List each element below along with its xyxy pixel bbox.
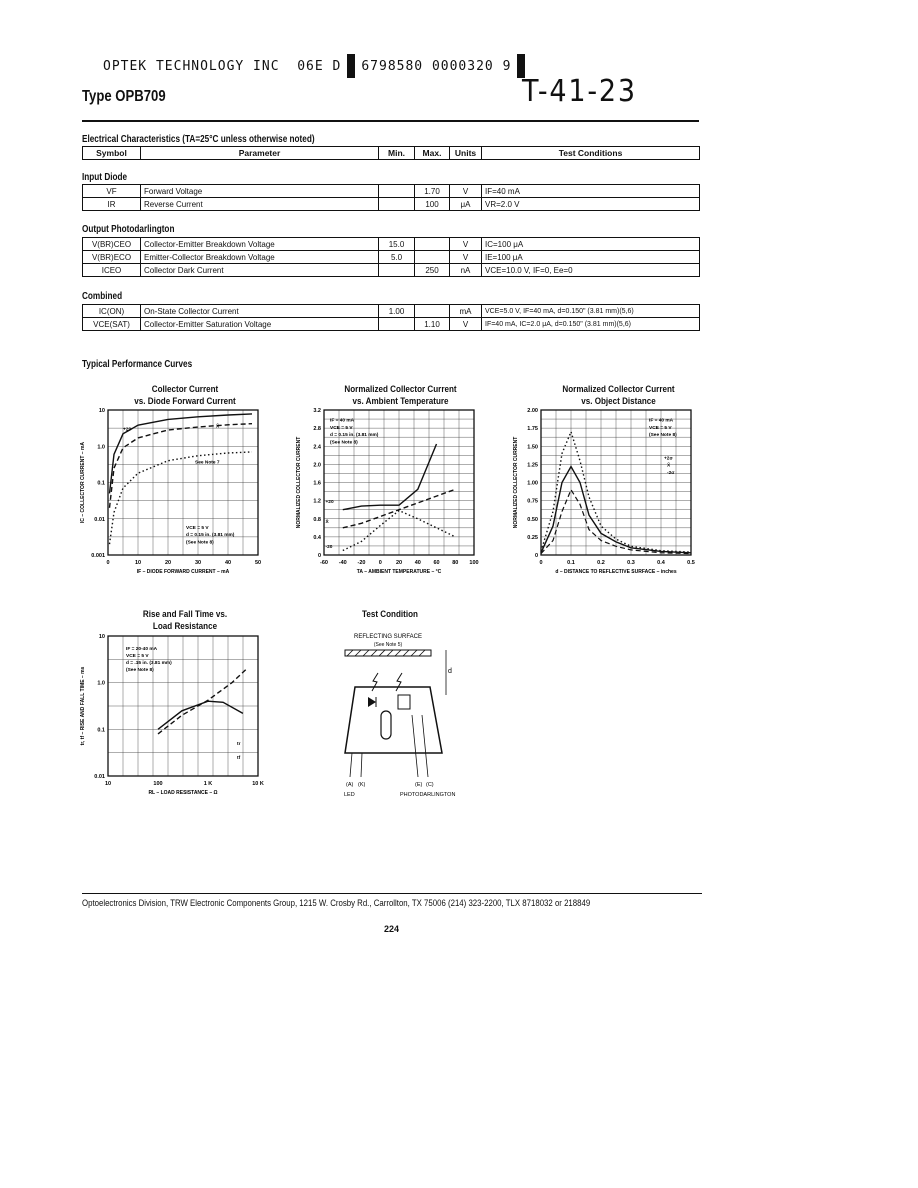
- cell-symbol: IR: [83, 198, 141, 211]
- y-tick-label: 1.50: [527, 444, 538, 451]
- x-tick-label: 20: [395, 560, 403, 566]
- cell-param: Forward Voltage: [141, 185, 379, 198]
- chart-annotation: +2σ: [664, 456, 673, 462]
- page-number: 224: [384, 924, 400, 934]
- y-tick-label: 1.25: [527, 462, 538, 469]
- cell-param: Collector-Emitter Saturation Voltage: [141, 318, 379, 331]
- chart-annotation: VCE = 5 V: [649, 425, 672, 431]
- cell-cond: VCE=5.0 V, IF=40 mA, d=0.150" (3.81 mm)(5,6): [482, 305, 700, 318]
- col-max: Max.: [415, 147, 450, 160]
- table-row: [83, 318, 700, 331]
- y-tick-label: 10: [98, 634, 105, 640]
- y-tick-label: 1.75: [527, 426, 538, 433]
- chart-annotation: (See Note 8): [330, 440, 358, 446]
- y-tick-label: 1.2: [313, 498, 321, 505]
- cell-symbol: VCE(SAT): [83, 318, 141, 331]
- cell-symbol: ICEO: [83, 264, 141, 277]
- cell-units: V: [450, 185, 482, 198]
- combined-heading: Combined: [82, 291, 123, 302]
- chart5-title: [339, 609, 441, 621]
- chart2-title-line2: vs. Ambient Temperature: [352, 396, 449, 407]
- page-title: Type OPB709: [82, 88, 166, 105]
- table-row: [83, 238, 700, 251]
- elec-heading: Electrical Characteristics (TA=25°C unless otherwise noted): [82, 134, 315, 145]
- cell-min: [379, 185, 415, 198]
- y-tick-label: 0.50: [527, 516, 538, 523]
- chart-annotation: d = 0.15 in. (3.81 mm): [330, 433, 379, 439]
- cell-symbol: V(BR)ECO: [83, 251, 141, 264]
- chart4-title-line2: Load Resistance: [152, 621, 218, 632]
- lead-c: [422, 715, 428, 777]
- chart-rise-fall-time: [72, 628, 272, 813]
- chart-annotation: +20: [325, 499, 334, 505]
- x-tick-label: 10 K: [252, 781, 264, 787]
- cell-max: 100: [415, 198, 450, 211]
- cell-param: Collector Dark Current: [141, 264, 379, 277]
- chart-annotation: d = .15 in. (3.81 mm): [126, 661, 172, 666]
- perf-heading: Typical Performance Curves: [82, 359, 193, 370]
- photodarlington-symbol-icon: [398, 695, 410, 709]
- y-axis-label: NORMALIZED COLLECTOR CURRENT: [296, 436, 302, 529]
- cell-max: 1.70: [415, 185, 450, 198]
- x-tick-label: 80: [452, 560, 459, 566]
- cell-symbol: V(BR)CEO: [83, 238, 141, 251]
- x-tick-label: 20: [164, 560, 172, 566]
- cell-cond: IF=40 mA, IC=2.0 μA, d=0.150" (3.81 mm)(5,6): [482, 318, 700, 331]
- y-tick-label: 2.0: [313, 462, 321, 469]
- y-tick-label: 0.8: [313, 516, 321, 523]
- lead-k: [361, 753, 362, 777]
- company-name: OPTEK TECHNOLOGY INC: [103, 58, 280, 74]
- distance-label: d: [448, 668, 452, 675]
- chart-annotation: X̄: [325, 520, 329, 526]
- chart2-title-line1: Normalized Collector Current: [344, 384, 457, 395]
- cell-param: Collector-Emitter Breakdown Voltage: [141, 238, 379, 251]
- cell-units: μA: [450, 198, 482, 211]
- col-parameter: Parameter: [141, 147, 379, 160]
- sensor-housing: [345, 687, 442, 753]
- col-test-conditions: Test Conditions: [482, 147, 700, 160]
- y-tick-label: 1.0: [97, 444, 105, 451]
- y-tick-label: 3.2: [313, 408, 321, 414]
- cell-min: 5.0: [379, 251, 415, 264]
- chart-annotation: See Note 7: [195, 460, 220, 466]
- y-axis-label: IC – COLLECTOR CURRENT – mA: [80, 441, 86, 524]
- cell-symbol: IC(ON): [83, 305, 141, 318]
- handwritten-annotation: T-41-23: [522, 74, 637, 109]
- x-axis-label: RL – LOAD RESISTANCE – Ω: [148, 790, 218, 796]
- chart-annotation: (See Note 8): [186, 540, 214, 546]
- x-tick-label: 10: [104, 781, 112, 787]
- lead-e: [412, 715, 418, 777]
- cell-cond: VR=2.0 V: [482, 198, 700, 211]
- emitted-light-icon: [372, 673, 378, 691]
- chart-norm-current-vs-temperature: [288, 400, 488, 590]
- pin-c-label: (C): [426, 782, 434, 788]
- chart-annotation: IF = 20-40 mA: [126, 647, 158, 652]
- chart-collector-vs-forward-current: [72, 400, 272, 590]
- series-line: [110, 452, 253, 544]
- cell-cond: IC=100 μA: [482, 238, 700, 251]
- series-line: [110, 414, 253, 494]
- x-tick-label: 40: [224, 560, 232, 566]
- chart-annotation: tf: [237, 756, 241, 762]
- y-tick-label: 1.6: [313, 480, 321, 487]
- cell-cond: IE=100 μA: [482, 251, 700, 264]
- x-tick-label: 0.5: [687, 560, 695, 566]
- y-tick-label: 0: [317, 553, 321, 559]
- cell-min: [379, 318, 415, 331]
- chart-annotation: (See Note 8): [649, 433, 677, 439]
- output-heading: Output Photodarlington: [82, 224, 175, 235]
- x-tick-label: 0: [378, 560, 382, 566]
- chart5-title-line1: Test Condition: [362, 609, 418, 620]
- x-tick-label: 40: [414, 560, 421, 566]
- cell-max: [415, 305, 450, 318]
- cell-min: 15.0: [379, 238, 415, 251]
- cell-cond: VCE=10.0 V, IF=0, Ee=0: [482, 264, 700, 277]
- housing-slot: [381, 711, 391, 739]
- cell-units: V: [450, 318, 482, 331]
- combined-table: [82, 304, 700, 331]
- y-axis-label: NORMALIZED COLLECTOR CURRENT: [513, 436, 519, 529]
- x-axis-label: IF – DIODE FORWARD CURRENT – mA: [136, 569, 230, 575]
- title-rule: [82, 120, 699, 122]
- table-row: [83, 185, 700, 198]
- series-line: [110, 424, 253, 508]
- x-tick-label: 0.4: [657, 560, 665, 566]
- x-axis-label: d – DISTANCE TO REFLECTIVE SURFACE – inches: [555, 569, 677, 575]
- y-tick-label: 0.25: [527, 534, 538, 541]
- cell-units: V: [450, 238, 482, 251]
- x-tick-label: 30: [194, 560, 202, 566]
- x-tick-label: 60: [433, 560, 440, 566]
- chart-annotation: +20: [123, 427, 132, 433]
- table-row: [83, 251, 700, 264]
- x-tick-label: 1 K: [203, 781, 213, 787]
- x-tick-label: 0.1: [567, 560, 575, 566]
- y-tick-label: 0.001: [91, 553, 105, 559]
- header-code: 06E D: [297, 58, 342, 74]
- pin-e-label: (E): [415, 782, 423, 788]
- pin-k-label: (K): [358, 782, 366, 788]
- x-axis-label: TA – AMBIENT TEMPERATURE – °C: [356, 569, 442, 575]
- cell-units: nA: [450, 264, 482, 277]
- pin-a-label: (A): [346, 782, 354, 788]
- col-units: Units: [450, 147, 482, 160]
- y-tick-label: 0.1: [97, 480, 105, 487]
- chart-annotation: VCE = 5 V: [330, 425, 353, 431]
- x-tick-label: -20: [357, 560, 366, 566]
- cell-cond: IF=40 mA: [482, 185, 700, 198]
- cell-units: mA: [450, 305, 482, 318]
- y-tick-label: 0: [534, 553, 538, 559]
- x-tick-label: -60: [320, 560, 328, 566]
- elec-header-table: [82, 146, 700, 160]
- chart-annotation: VCE = 5 V: [186, 525, 209, 531]
- output-table: [82, 237, 700, 277]
- chart1-title-line1: Collector Current: [151, 384, 219, 395]
- chart4-title-line1: Rise and Fall Time vs.: [142, 609, 228, 620]
- input-diode-table: [82, 184, 700, 211]
- chart-annotation: X̄: [216, 424, 220, 430]
- cell-param: Reverse Current: [141, 198, 379, 211]
- y-tick-label: 0.01: [94, 774, 105, 780]
- y-tick-label: 10: [98, 408, 105, 414]
- y-axis-label: tr, tf – RISE AND FALL TIME – ms: [80, 666, 86, 746]
- chart-annotation: IF = 40 mA: [649, 418, 674, 424]
- barcode-mark: [347, 54, 355, 78]
- surface-hatch: [347, 650, 425, 656]
- chart-annotation: d = 0.15 in. (3.81 mm): [186, 533, 235, 539]
- cell-max: 1.10: [415, 318, 450, 331]
- test-condition-diagram: [310, 625, 480, 800]
- x-tick-label: 100: [469, 560, 479, 566]
- x-tick-label: 100: [153, 781, 163, 787]
- table-row: [83, 305, 700, 318]
- led-symbol-icon: [368, 697, 376, 707]
- reflected-light-icon: [396, 673, 402, 691]
- cell-max: 250: [415, 264, 450, 277]
- x-tick-label: -40: [338, 560, 347, 566]
- x-tick-label: 0.3: [627, 560, 635, 566]
- y-tick-label: 2.00: [527, 408, 538, 414]
- reflecting-note-label: (See Note 5): [373, 642, 403, 648]
- header-batch: 6798580 0000320 9: [361, 58, 512, 74]
- chart-annotation: IF = 40 mA: [330, 418, 355, 424]
- col-symbol: Symbol: [83, 147, 141, 160]
- chart1-title-line2: vs. Diode Forward Current: [134, 396, 236, 407]
- cell-units: V: [450, 251, 482, 264]
- footer-address: Optoelectronics Division, TRW Electronic Components Group, 1215 W. Crosby Rd., Carrollton, TX 75006 (214) 323-2200, TLX 8718032 or 218849: [82, 898, 591, 908]
- chart-annotation: -2σ: [667, 470, 675, 476]
- y-tick-label: 1.00: [527, 480, 538, 487]
- cell-min: [379, 198, 415, 211]
- y-tick-label: 0.01: [94, 516, 105, 523]
- lead-a: [350, 753, 352, 777]
- chart-annotation: -20: [325, 544, 333, 550]
- y-tick-label: 0.75: [527, 498, 538, 505]
- chart-annotation: tr: [237, 742, 241, 748]
- x-tick-label: 50: [254, 560, 262, 566]
- reflecting-surface-label: REFLECTING SURFACE: [353, 634, 423, 640]
- x-tick-label: 0.2: [597, 560, 605, 566]
- cell-symbol: VF: [83, 185, 141, 198]
- chart3-title-line1: Normalized Collector Current: [562, 384, 675, 395]
- y-tick-label: 0.4: [313, 534, 321, 541]
- y-tick-label: 1.0: [97, 680, 105, 687]
- table-row: [83, 264, 700, 277]
- document-header: [103, 54, 531, 78]
- led-label: LED: [344, 792, 355, 798]
- x-tick-label: 0: [539, 560, 543, 566]
- cell-min: [379, 264, 415, 277]
- footer-rule: [82, 893, 702, 894]
- table-row: [83, 198, 700, 211]
- photodarlington-label: PHOTODARLINGTON: [400, 792, 456, 798]
- chart-annotation: VCE = 5 V: [126, 654, 149, 659]
- chart3-title-line2: vs. Object Distance: [581, 396, 656, 407]
- cell-param: On-State Collector Current: [141, 305, 379, 318]
- cell-max: [415, 238, 450, 251]
- y-tick-label: 0.1: [97, 727, 105, 734]
- col-min: Min.: [379, 147, 415, 160]
- y-tick-label: 2.8: [313, 426, 321, 433]
- input-diode-heading: Input Diode: [82, 172, 128, 183]
- cell-max: [415, 251, 450, 264]
- chart-annotation: (See Note 8): [126, 668, 154, 673]
- chart-norm-current-vs-distance: [505, 400, 705, 590]
- cell-min: 1.00: [379, 305, 415, 318]
- x-tick-label: 0: [106, 560, 110, 566]
- series-line: [158, 701, 243, 729]
- series-line: [343, 444, 437, 510]
- cell-param: Emitter-Collector Breakdown Voltage: [141, 251, 379, 264]
- y-tick-label: 2.4: [313, 444, 321, 451]
- x-tick-label: 10: [134, 560, 142, 566]
- chart-annotation: X̄: [667, 463, 671, 469]
- series-line: [158, 669, 247, 734]
